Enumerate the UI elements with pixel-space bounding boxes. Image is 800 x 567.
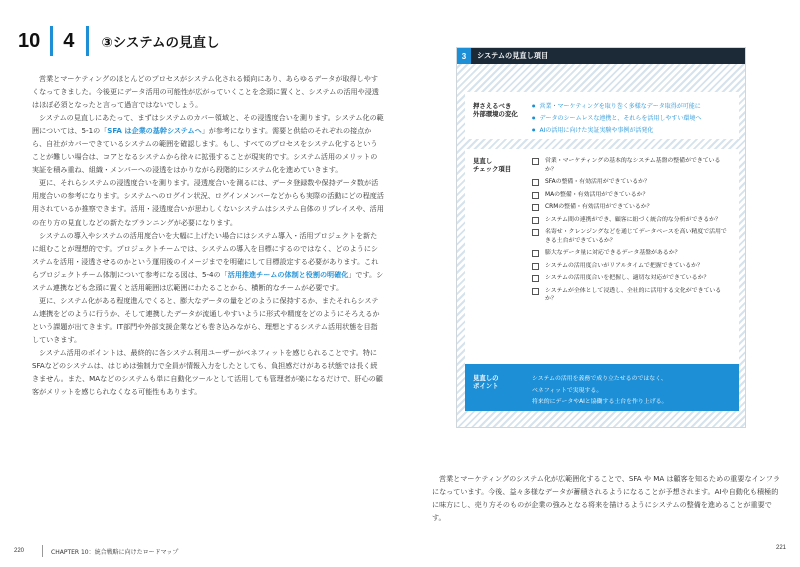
section-title: ③システムの見直し [101, 35, 220, 51]
checkbox[interactable] [532, 192, 539, 199]
paragraph: システムの見直しにあたって、まずはシステムのカバー領域と、その浸透度合いを測ります。システム化の範囲については、5-1の「SFA は企業の基幹システムへ」が参考になります。需要と供給のそれぞれの接点から、自社がカバーできているシステムの範囲を確認します。もし、すべてのプロセスをシステム化するということが難しい場合は、コアとなるシステムから徐々に拡張することが現実的です。システム活用のメリットの実証を積み重ね、組織・メンバーへの浸透をはかりながら段階的にシステム化を進めていきます。 [32, 113, 384, 175]
checkbox[interactable] [532, 179, 539, 186]
footer-divider [42, 545, 43, 557]
checklist [532, 157, 732, 308]
panel-number: 3 [457, 48, 471, 64]
header-divider [50, 26, 53, 56]
panel-title-bar [457, 48, 745, 64]
paragraph: 営業とマーケティングのほとんどのプロセスがシステム化される傾向にあり、あらゆるデータが取得しやすくなってきました。今後更にデータ活用の可能性が広がっていくことを念頭に置くと、システムの活用や浸透はほぼ必須となったと言って過言ではないでしょう。 [32, 74, 379, 110]
section-number: 4 [63, 29, 75, 52]
list-item: ● データのシームレスな連携と、それらを活用しやすい環境へ [532, 112, 701, 124]
review-point-text: システムの活用を義務で成り立たせるのではなく、 ベネフィットで実現する。 将来的にデータやAIと協働する土台を作り上げる。 [532, 376, 668, 405]
checklist-item: MAの整備・有効活用ができているか？ [532, 191, 732, 200]
page-number: 220 [14, 548, 25, 554]
paragraph: 更に、システム化がある程度進んでくると、膨大なデータの量をどのように保持するか、またそれらシステム連携をどのように行うか、そして連携したデータが流通しやすいように形式や精度をどのようにそろえるかという課題が出てきます。IT部門や外部支援企業なども巻き込みながら、理想とするシステム活用状態を目指していきます。 [32, 295, 380, 344]
checkbox[interactable] [532, 229, 539, 236]
right-body-text [432, 472, 782, 524]
panel-title: システムの見直し項目 [477, 51, 549, 60]
checkbox[interactable] [532, 250, 539, 257]
section-header [18, 26, 219, 56]
checklist-item: システムの活用度合いがリアルタイムで把握できているか？ [532, 262, 732, 271]
checklist-item: SFAの整備・有効活用ができているか？ [532, 178, 732, 187]
review-point-label: 見直しの ポイント [473, 374, 499, 390]
paragraph: 営業とマーケティングのシステム化が広範囲化することで、SFA や MA は顧客を知るための重要なインフラになっています。今後、益々多様なデータが蓄積されるようになることが予想されます。AIや自動化も積極的に味方にし、売り方そのものが企業の強みとなる将来を描けるようにシステムの整備を進めることが重要です。 [432, 474, 780, 523]
checklist-item: システムの活用度合いを把握し、適切な対応ができているか？ [532, 274, 732, 283]
checklist-item: システムが全体として浸透し、全社的に活用する文化ができているか？ [532, 287, 732, 304]
paragraph: システム活用のポイントは、最終的に各システム利用ユーザーがベネフィットを感じられることです。特にSFAなどのシステムは、はじめは強制力で全員が情報入力をしたとしても、負担感だけがある状態では長く続きません。また、MAなどのシステムも単に自動化ツールとして活用しても管理者が楽になるだけで、肝心の顧客がメリットを感じられなくなる可能性もあります。 [32, 347, 383, 397]
checkbox[interactable] [532, 204, 539, 211]
external-changes-box [465, 92, 739, 139]
checkbox[interactable] [532, 217, 539, 224]
checklist-item: システム間の連携ができ、顧客に紐づく統合的な分析ができるか？ [532, 216, 732, 225]
list-item: ● 営業・マーケティングを取り巻く多様なデータ取得が可能に [532, 100, 701, 112]
checklist-label: 見直し チェック項目 [473, 157, 512, 173]
left-body-text [32, 72, 384, 398]
checkbox[interactable] [532, 275, 539, 282]
chapter-number: 10 [18, 29, 41, 52]
cross-reference-link[interactable]: 活用推進チームの体制と役割の明確化 [227, 269, 349, 279]
cross-reference-link[interactable]: SFA は企業の基幹システムへ [107, 126, 202, 136]
external-changes-list [532, 100, 701, 136]
paragraph: 更に、それらシステムの浸透度合いを測ります。浸透度合いを測るには、データ登録数や保持データ数が活用度合いの参考になります。システムへのログイン状況、ログインメンバーなどからも実際の活動にどの程度活用されているか推察できます。活用・浸透度合いが思わしくないシステムはシステム自体のリプレイスや、活用の在り方の見直しなどの新たなプランニングが必要になります。 [32, 178, 384, 227]
checklist-item: CRMの整備・有効活用ができているか？ [532, 203, 732, 212]
review-items-panel [456, 47, 746, 428]
checklist-item: 膨大なデータ量に対応できるデータ基盤があるか？ [532, 249, 732, 258]
checklist-item: 営業・マーケティングの基本的なシステム基盤の整備ができているか？ [532, 157, 732, 174]
header-divider [86, 26, 89, 56]
page-number: 221 [775, 545, 786, 551]
list-item: ● AIの活用に向けた実証実験や事例が活発化 [532, 124, 701, 136]
checkbox[interactable] [532, 158, 539, 165]
left-footer [14, 545, 178, 557]
right-page [400, 0, 800, 567]
review-point-box [465, 364, 739, 411]
chapter-label: CHAPTER 10：統合戦略に向けたロードマップ [51, 548, 179, 556]
checklist-item: 名寄せ・クレンジングなどを通じてデータベースを高い精度で活用できる土台ができているか？ [532, 228, 732, 245]
checkbox[interactable] [532, 263, 539, 270]
checkbox[interactable] [532, 288, 539, 295]
external-changes-label: 押さえるべき 外部環境の変化 [473, 102, 518, 118]
paragraph: システムの導入やシステムの活用度合いを大幅に上げたい場合にはシステム導入・活用プロジェクトを新たに組むことが理想的です。プロジェクトチームでは、システムの導入を目標にするのではなく、どのようにシステムを活用・浸透させるのかという運用後のイメージまでを明確にして目標設定する必要があります。これらプロジェクトチーム体制について参考になる図は、5-4の「活用推進チームの体制と役割の明確化」です。システム連携なども念頭に置くと活用範囲は広範囲にわたることから、横断的なチームが必要です。 [32, 230, 384, 292]
